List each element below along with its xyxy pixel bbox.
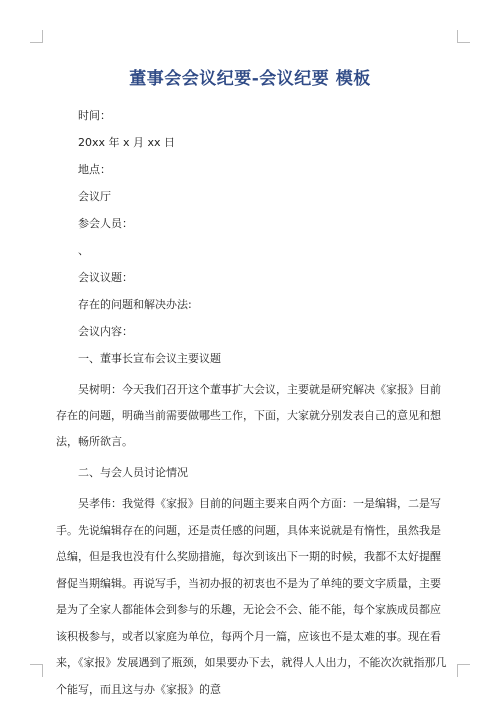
field-time-label: 时间： [78, 109, 111, 122]
field-location-value: 会议厅 [78, 190, 111, 203]
section-2-paragraph: 吴孝伟：我觉得《家报》目前的问题主要来自两个方面：一是编辑，二是写手。先说编辑存在的问题，还是责任感的问题，具体来说就是有惰性，虽然我是总编，但是我也没有什么奖励措施，每次到该出下一期的时候，我都不太好提醒督促当期编辑。再说写手，当初办报的初衷也不是为了单纯的要文字质量，主要是为了全家人都能体会到参与的乐趣，无论会不会、能不能，每个家族成员都应该积极参与，或者以家庭为单位，每两个月一篇，应该也不是太难的事。现在看来，《家报》发展遇到了瓶颈，如果要办下去，就得人人出力，不能次次就指那几个能写，而且这与办《家报》的意 [56, 497, 447, 696]
crop-mark-bottom-left [30, 664, 43, 677]
crop-mark-top-right [457, 30, 470, 43]
section-1-paragraph: 吴树明：今天我们召开这个董事扩大会议，主要就是研究解决《家报》目前存在的问题，明确当前需要做哪些工作，下面，大家就分别发表自己的意见和想法，畅所欲言。 [56, 383, 441, 448]
field-attendees-value: 、 [78, 244, 89, 257]
section-2-heading: 二、与会人员讨论情况 [78, 466, 188, 479]
section-1-heading: 一、董事长宣布会议主要议题 [78, 352, 221, 365]
field-date-value: 20xx 年 x 月 xx 日 [78, 136, 176, 149]
crop-mark-bottom-right [457, 664, 470, 677]
field-issues-label: 存在的问题和解决办法: [78, 298, 192, 311]
field-topic-label: 会议议题： [78, 271, 133, 284]
field-attendees-label: 参会人员： [78, 217, 133, 230]
field-content-label: 会议内容： [78, 325, 133, 338]
document-title: 董事会会议纪要-会议纪要 模板 [129, 69, 371, 89]
document-body [56, 107, 448, 712]
field-location-label: 地点： [78, 163, 111, 176]
crop-mark-top-left [30, 30, 43, 43]
